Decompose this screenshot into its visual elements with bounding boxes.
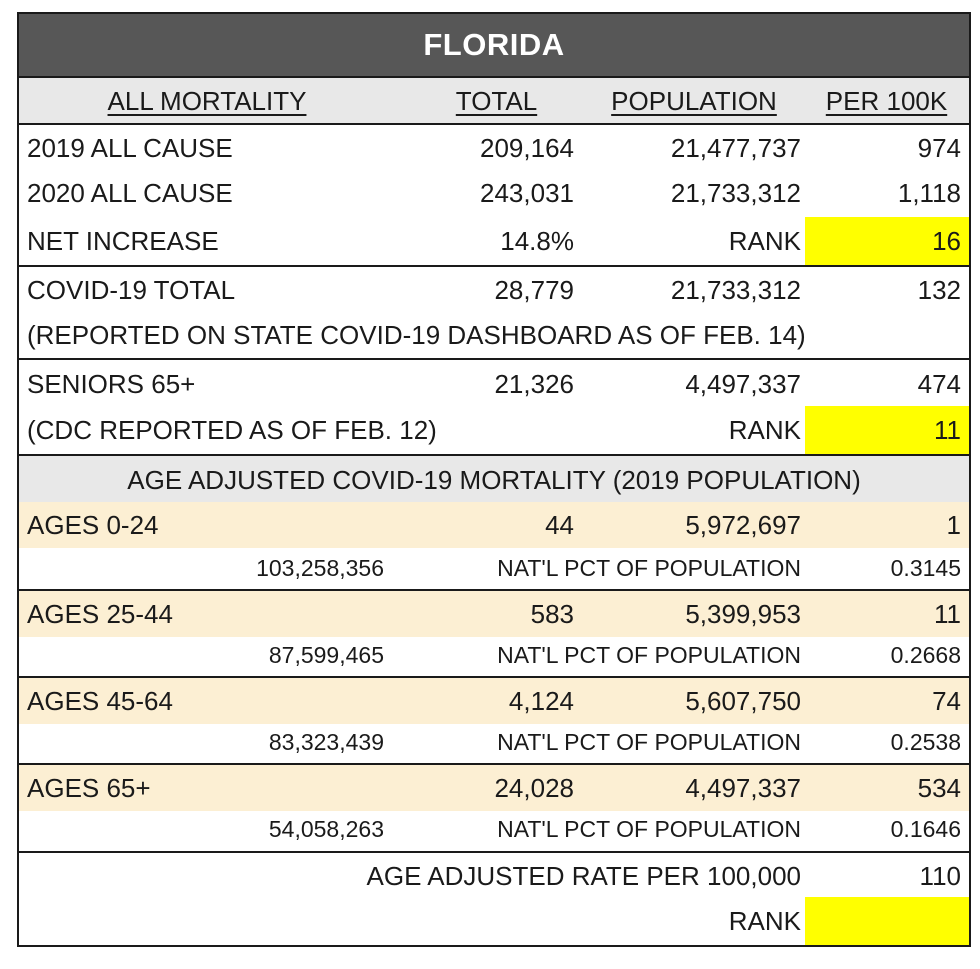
national-pct-label: NAT'L PCT OF POPULATION (497, 555, 801, 581)
table-row-final-rank (19, 897, 969, 945)
row-total: 14.8% (500, 225, 574, 256)
age-group-row (19, 589, 969, 637)
covid-source-note: (REPORTED ON STATE COVID-19 DASHBOARD AS OF FEB. 14) (27, 319, 806, 350)
row-per-100k: 11 (934, 598, 961, 629)
row-label: AGES 45-64 (27, 685, 173, 716)
seniors-source-note: (CDC REPORTED AS OF FEB. 12) (27, 414, 437, 445)
row-population: 4,497,337 (685, 772, 801, 803)
header-all-mortality: ALL MORTALITY (107, 86, 307, 116)
row-total: 209,164 (480, 133, 574, 163)
age-group-row (19, 763, 969, 811)
row-label: NET INCREASE (27, 225, 219, 256)
national-pct-value: 0.2538 (890, 729, 961, 755)
row-population: 4,497,337 (685, 368, 801, 399)
row-per-100k: 1,118 (897, 178, 961, 208)
rank-label: RANK (728, 414, 801, 445)
rank-label: RANK (728, 905, 801, 936)
national-pct-label: NAT'L PCT OF POPULATION (497, 816, 801, 842)
national-pct-value: 0.3145 (890, 555, 961, 581)
table-row-2019 (19, 123, 969, 172)
header-total: TOTAL (455, 86, 538, 116)
header-per-100k: PER 100K (825, 86, 948, 116)
age-group-national-row (19, 635, 969, 676)
table-row-covid-total (19, 265, 969, 314)
row-total: 44 (545, 509, 574, 540)
rank-label: RANK (728, 225, 801, 256)
row-population: 5,607,750 (685, 685, 801, 716)
national-pct-value: 0.1646 (890, 816, 961, 842)
row-per-100k: 974 (917, 133, 961, 163)
national-population: 54,058,263 (268, 816, 384, 842)
row-label: SENIORS 65+ (27, 368, 196, 399)
row-per-100k: 534 (917, 772, 961, 803)
age-group-national-row (19, 809, 969, 850)
national-pct-value: 0.2668 (890, 642, 961, 668)
table-row-age-adjusted-rate (19, 851, 969, 899)
row-label: AGES 0-24 (27, 509, 159, 540)
rate-value: 110 (919, 860, 961, 891)
rank-value: 11 (805, 406, 969, 454)
row-label: COVID-19 TOTAL (27, 275, 236, 305)
row-label: 2019 ALL CAUSE (27, 133, 233, 163)
header-population: POPULATION (611, 86, 777, 116)
national-pct-label: NAT'L PCT OF POPULATION (497, 729, 801, 755)
rank-value (805, 897, 969, 945)
table-row-net-increase (19, 217, 969, 265)
row-total: 243,031 (480, 178, 574, 208)
national-pct-label: NAT'L PCT OF POPULATION (497, 642, 801, 668)
row-population: 21,733,312 (670, 178, 801, 208)
age-group-row (19, 502, 969, 548)
row-total: 4,124 (508, 685, 574, 716)
table-row-seniors-note (19, 406, 969, 454)
age-adjusted-header-row (19, 454, 969, 504)
row-population: 21,733,312 (670, 275, 801, 305)
age-group-row (19, 676, 969, 724)
rank-value: 16 (805, 217, 969, 265)
column-header-row (19, 76, 969, 125)
row-label: 2020 ALL CAUSE (27, 178, 233, 208)
row-total: 583 (530, 598, 574, 629)
table-row-2020 (19, 170, 969, 217)
row-population: 5,972,697 (685, 509, 801, 540)
age-group-national-row (19, 722, 969, 763)
row-per-100k: 132 (917, 275, 961, 305)
national-population: 83,323,439 (268, 729, 384, 755)
row-label: AGES 65+ (27, 772, 151, 803)
table-title: FLORIDA (19, 14, 969, 76)
row-population: 5,399,953 (685, 598, 801, 629)
table-row-covid-note (19, 312, 969, 358)
age-group-national-row (19, 548, 969, 589)
row-per-100k: 74 (932, 685, 961, 716)
florida-mortality-table (17, 12, 971, 947)
row-total: 28,779 (494, 275, 574, 305)
row-per-100k: 474 (917, 368, 961, 399)
rate-label: AGE ADJUSTED RATE PER 100,000 (366, 860, 801, 891)
row-total: 24,028 (494, 772, 574, 803)
row-per-100k: 1 (946, 509, 961, 540)
age-adjusted-header: AGE ADJUSTED COVID-19 MORTALITY (2019 POPULATION) (127, 464, 861, 495)
row-population: 21,477,737 (670, 133, 801, 163)
national-population: 87,599,465 (268, 642, 384, 668)
row-label: AGES 25-44 (27, 598, 173, 629)
row-total: 21,326 (494, 368, 574, 399)
table-row-seniors (19, 358, 969, 408)
national-population: 103,258,356 (256, 555, 384, 581)
